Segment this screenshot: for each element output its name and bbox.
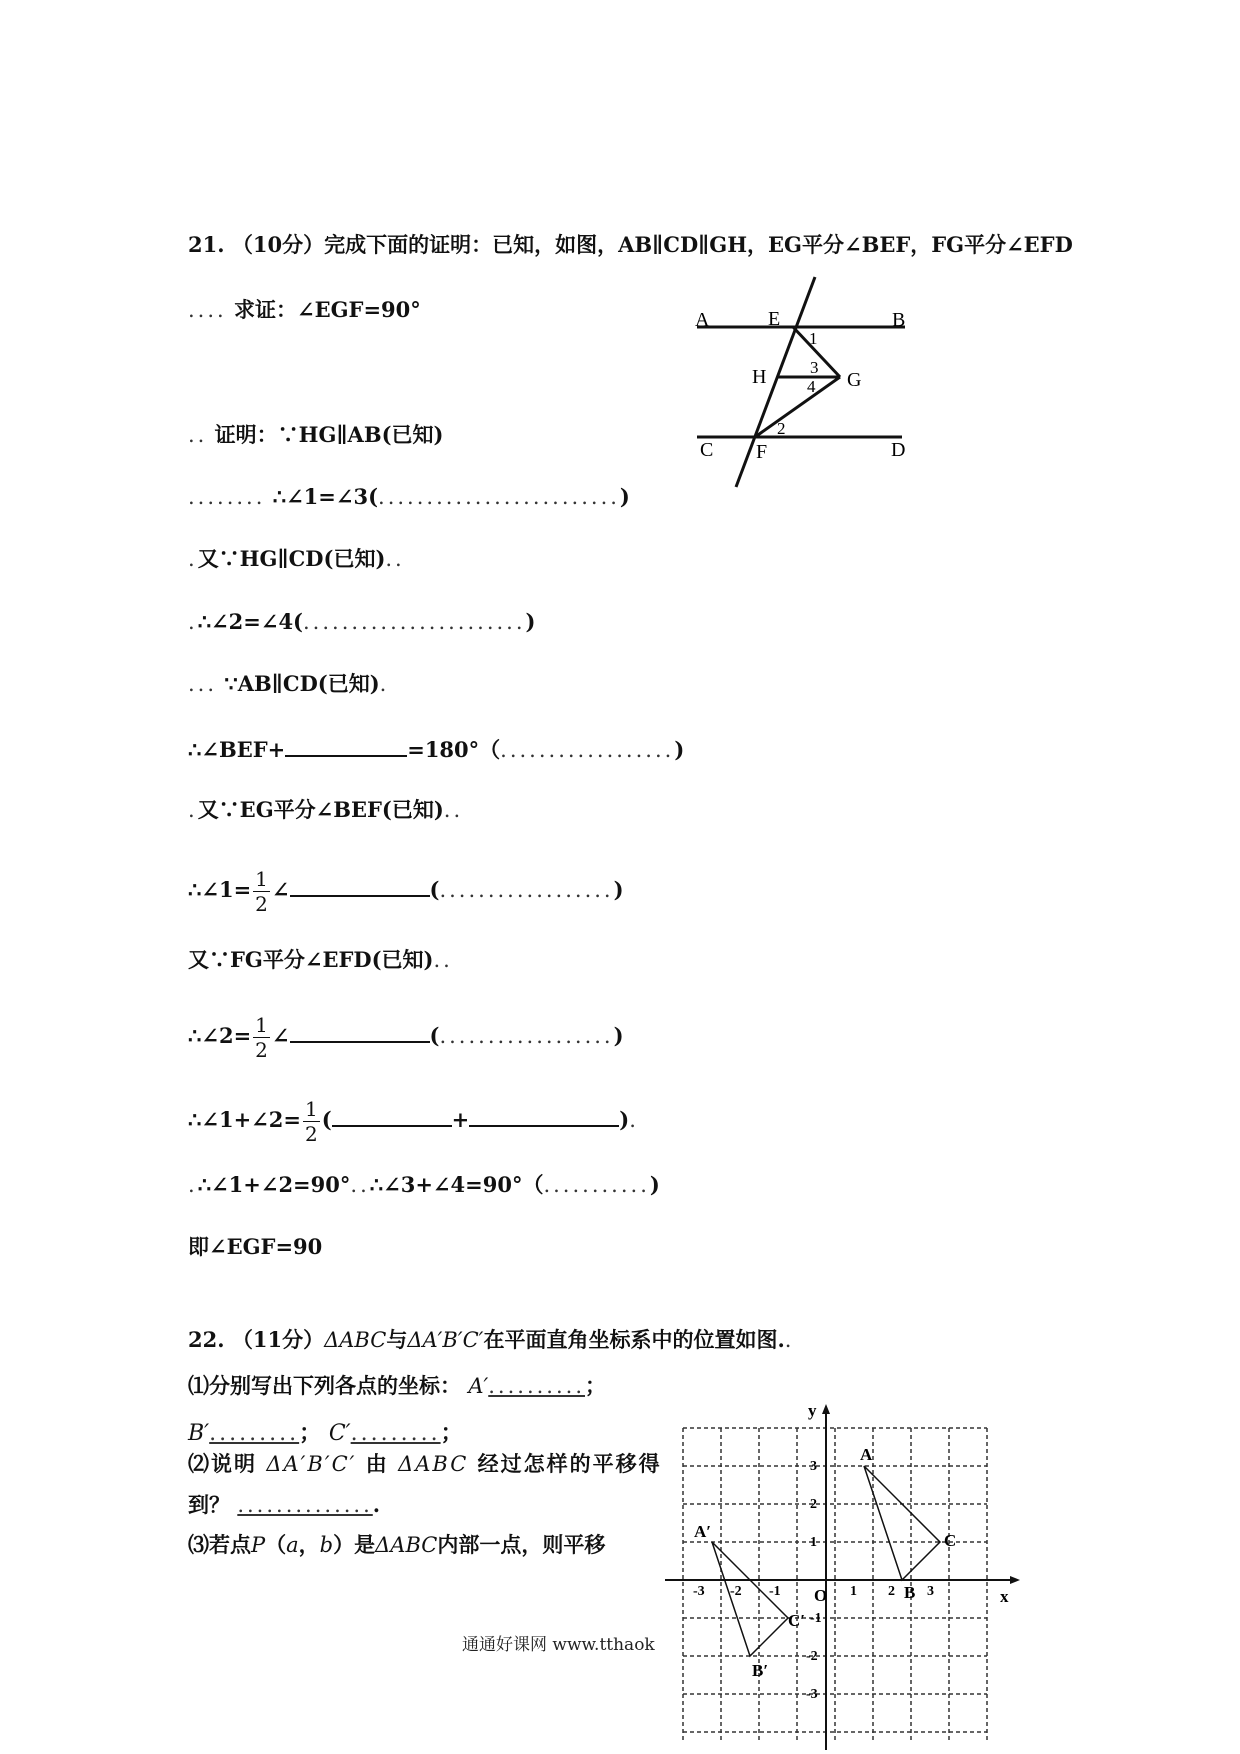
triangle-abc-shape (864, 1466, 940, 1580)
part3-text-a: ⑶若点 (188, 1532, 251, 1557)
label-G: G (847, 369, 862, 391)
x-axis-label: x (1000, 1587, 1009, 1606)
vertex-A-prime: A′ (694, 1522, 712, 1541)
proof-conclusion: 即∠EGF=90 (188, 1234, 323, 1259)
label-F: F (756, 441, 768, 463)
proof-line-1: ........ ∴∠1=∠3(.........................) (188, 484, 630, 509)
x-tick: -2 (730, 1584, 742, 1599)
coord-blank-b[interactable]: ......... (209, 1421, 300, 1446)
point-b-prime: B′ (188, 1421, 210, 1446)
x-tick: 2 (888, 1584, 895, 1599)
paren-close: ) (674, 737, 685, 762)
coord-blank-c[interactable]: ......... (350, 1421, 441, 1446)
var-a: a (286, 1533, 299, 1557)
point-a-prime: A′ (468, 1374, 489, 1398)
q21-prove-line: .... 求证：∠EGF=90° (188, 297, 421, 322)
q22-part1 (188, 1373, 606, 1399)
proof-statement: 证明：∵HG∥AB(已知) (214, 422, 444, 447)
proof-line-11-a: ∴∠1+∠2=90° (197, 1172, 351, 1197)
proof-line-6: .又∵EG平分∠BEF(已知).. (188, 797, 464, 822)
paren-close: ) (613, 877, 624, 902)
q22-part3 (188, 1532, 605, 1558)
paren-close: ) (613, 1023, 624, 1048)
triangle-abc: ΔABC (398, 1452, 469, 1476)
triangle-abc-prime-shape (712, 1542, 788, 1656)
proof-line-3-text: ∴∠2=∠4( (197, 609, 303, 634)
y-tick: -3 (806, 1687, 818, 1702)
fraction-numerator: 1 (255, 1013, 268, 1037)
vertex-A: A (860, 1445, 873, 1464)
y-tick: -1 (810, 1611, 822, 1626)
separator: ； (440, 1420, 463, 1446)
separator: ； (299, 1420, 322, 1446)
proof-line-8: 又∵FG平分∠EFD(已知).. (188, 947, 453, 972)
label-A: A (695, 309, 710, 331)
coordinate-grid-figure (660, 1400, 1030, 1750)
label-angle-3: 3 (810, 358, 819, 377)
proof-line-10-a: ∴∠1+∠2= (188, 1107, 301, 1132)
proof-line-5-a: ∴∠BEF+ (188, 737, 286, 762)
part2-text-c: 经过怎样的平移得 (477, 1451, 662, 1476)
q22-header-tail: 在平面直角坐标系中的位置如图. (483, 1327, 785, 1352)
proof-line-11-b: ∴∠3+∠4=90°（ (369, 1172, 544, 1197)
fraction-numerator: 1 (304, 1097, 318, 1121)
point-p: P (251, 1533, 266, 1557)
y-axis-arrow-icon (822, 1404, 830, 1414)
x-axis-arrow-icon (1010, 1576, 1020, 1584)
proof-line-9-a: ∴∠2= (188, 1023, 252, 1048)
part1-text: ⑴分别写出下列各点的坐标： (188, 1373, 461, 1398)
fraction-denominator: 2 (255, 892, 268, 916)
proof-line-11: .∴∠1+∠2=90°..∴∠3+∠4=90°（...........) (188, 1172, 660, 1197)
paren-close: ) (525, 609, 536, 634)
y-tick: 3 (810, 1459, 817, 1474)
q22-part2-b: 到？ ............... (188, 1492, 381, 1517)
label-E: E (768, 308, 781, 330)
angle-symbol: ∠ (271, 877, 290, 902)
translation-blank[interactable]: .............. (237, 1493, 373, 1517)
y-axis-label: y (808, 1401, 817, 1420)
proof-line-2: .又∵HG∥CD(已知).. (188, 546, 405, 571)
x-tick: -1 (769, 1584, 781, 1599)
q22-number: 22. （11分） (188, 1327, 325, 1352)
x-tick: 3 (927, 1584, 934, 1599)
proof-line-2-text: 又∵HG∥CD(已知) (197, 546, 386, 571)
reason-blank-2[interactable]: ....................... (303, 610, 526, 634)
q21-header: 21. （10分）完成下面的证明：已知，如图，AB∥CD∥GH，EG平分∠BEF，FG平分∠EFD (188, 232, 1073, 257)
part3-text-d: 内部一点，则平移 (437, 1532, 606, 1557)
label-angle-2: 2 (777, 419, 786, 438)
conjunction: 与 (386, 1327, 408, 1352)
part2-text-d: 到？ (188, 1492, 230, 1517)
angle-blank-3[interactable] (290, 1021, 430, 1043)
proof-line-1-text: ∴∠1=∠3( (272, 484, 379, 509)
proof-line-10: ∴∠1+∠2= $\frac{1}{2}$ ( + ). (188, 1090, 639, 1150)
y-tick: 2 (810, 1497, 817, 1512)
grid-lines (683, 1428, 987, 1740)
page-footer: 通通好课网 www.tthaok (462, 1635, 655, 1655)
proof-line-7-a: ∴∠1= (188, 877, 252, 902)
line-FG (755, 377, 840, 437)
proof-line-12 (188, 1234, 322, 1260)
vertex-C-prime: C′ (788, 1611, 806, 1630)
half-fraction (303, 1097, 320, 1146)
fraction-denominator: 2 (304, 1122, 318, 1146)
q22-part1-b (188, 1420, 463, 1447)
label-B: B (892, 309, 906, 331)
proof-line-7 (188, 860, 624, 920)
comma: ， (298, 1532, 320, 1557)
part2-text-b: 由 (365, 1451, 389, 1476)
q22-header: 22. （11分）ΔABC与ΔA′B′C′在平面直角坐标系中的位置如图.. (188, 1327, 795, 1352)
vertex-C: C (944, 1531, 957, 1550)
origin-label: O (814, 1586, 828, 1605)
proof-line-5 (188, 735, 684, 763)
proof-line-4: ... ∵AB∥CD(已知). (188, 671, 390, 696)
label-D: D (891, 439, 906, 461)
var-b: b (319, 1533, 334, 1557)
half-fraction (253, 867, 270, 916)
triangle-abc: ΔABC (324, 1328, 387, 1352)
angle-blank-2[interactable] (290, 875, 430, 897)
proof-line-4-text: ∵AB∥CD(已知) (224, 671, 380, 696)
proof-line-3: .∴∠2=∠4(.......................) (188, 609, 536, 634)
x-tick: -3 (693, 1584, 705, 1599)
proof-line-8-text: 又∵FG平分∠EFD(已知) (188, 947, 434, 972)
paren-open: ( (429, 1023, 440, 1048)
proof-label: .. 证明：∵HG∥AB(已知) (188, 422, 444, 447)
vertex-B-prime: B′ (752, 1661, 769, 1680)
proof-line-6-text: 又∵EG平分∠BEF(已知) (197, 797, 444, 822)
q21-geometry-figure (680, 265, 940, 500)
paren-close: ) (649, 1172, 660, 1197)
reason-blank-6[interactable]: ........... (543, 1173, 650, 1197)
reason-blank-4[interactable]: .................. (439, 878, 614, 902)
reason-blank-3[interactable]: .................. (500, 738, 675, 762)
label-angle-4: 4 (807, 377, 816, 396)
label-angle-1: 1 (809, 329, 818, 348)
label-C: C (700, 439, 714, 461)
paren-close: ) (619, 484, 630, 509)
proof-line-9 (188, 1006, 624, 1066)
x-tick: 1 (850, 1584, 857, 1599)
paren-open: （ (265, 1532, 287, 1557)
y-tick: -2 (806, 1649, 818, 1664)
angle-blank-4[interactable] (332, 1105, 452, 1127)
fraction-denominator: 2 (255, 1038, 268, 1062)
reason-blank-1[interactable]: ......................... (378, 485, 620, 509)
q22-part2 (188, 1451, 662, 1477)
coord-blank-a[interactable]: .......... (488, 1374, 586, 1398)
paren-open: ( (429, 877, 440, 902)
angle-blank-1[interactable] (285, 735, 407, 757)
prove-statement: 求证：∠EGF=90° (234, 297, 421, 322)
fraction-numerator: 1 (255, 867, 268, 891)
triangle-abc-prime: ΔA′B′C′ (266, 1452, 357, 1476)
paren-open: ( (321, 1107, 332, 1132)
plus-sign: + (451, 1107, 470, 1132)
part2-text-a: ⑵说明 (188, 1451, 257, 1476)
reason-blank-5[interactable]: .................. (439, 1024, 614, 1048)
angle-symbol: ∠ (271, 1023, 290, 1048)
triangle-abc-prime: ΔA′B′C′ (407, 1328, 484, 1352)
half-fraction (253, 1013, 270, 1062)
paren-close: ) (619, 1107, 630, 1132)
y-tick: 1 (810, 1535, 817, 1550)
separator: ； (585, 1373, 607, 1398)
proof-line-5-b: =180°（ (407, 737, 501, 762)
vertex-B: B (904, 1583, 916, 1602)
triangle-abc: ΔABC (375, 1533, 438, 1557)
angle-blank-5[interactable] (469, 1105, 619, 1127)
point-c-prime: C′ (328, 1421, 351, 1446)
label-H: H (752, 366, 767, 388)
part3-text-c: ）是 (333, 1532, 376, 1557)
